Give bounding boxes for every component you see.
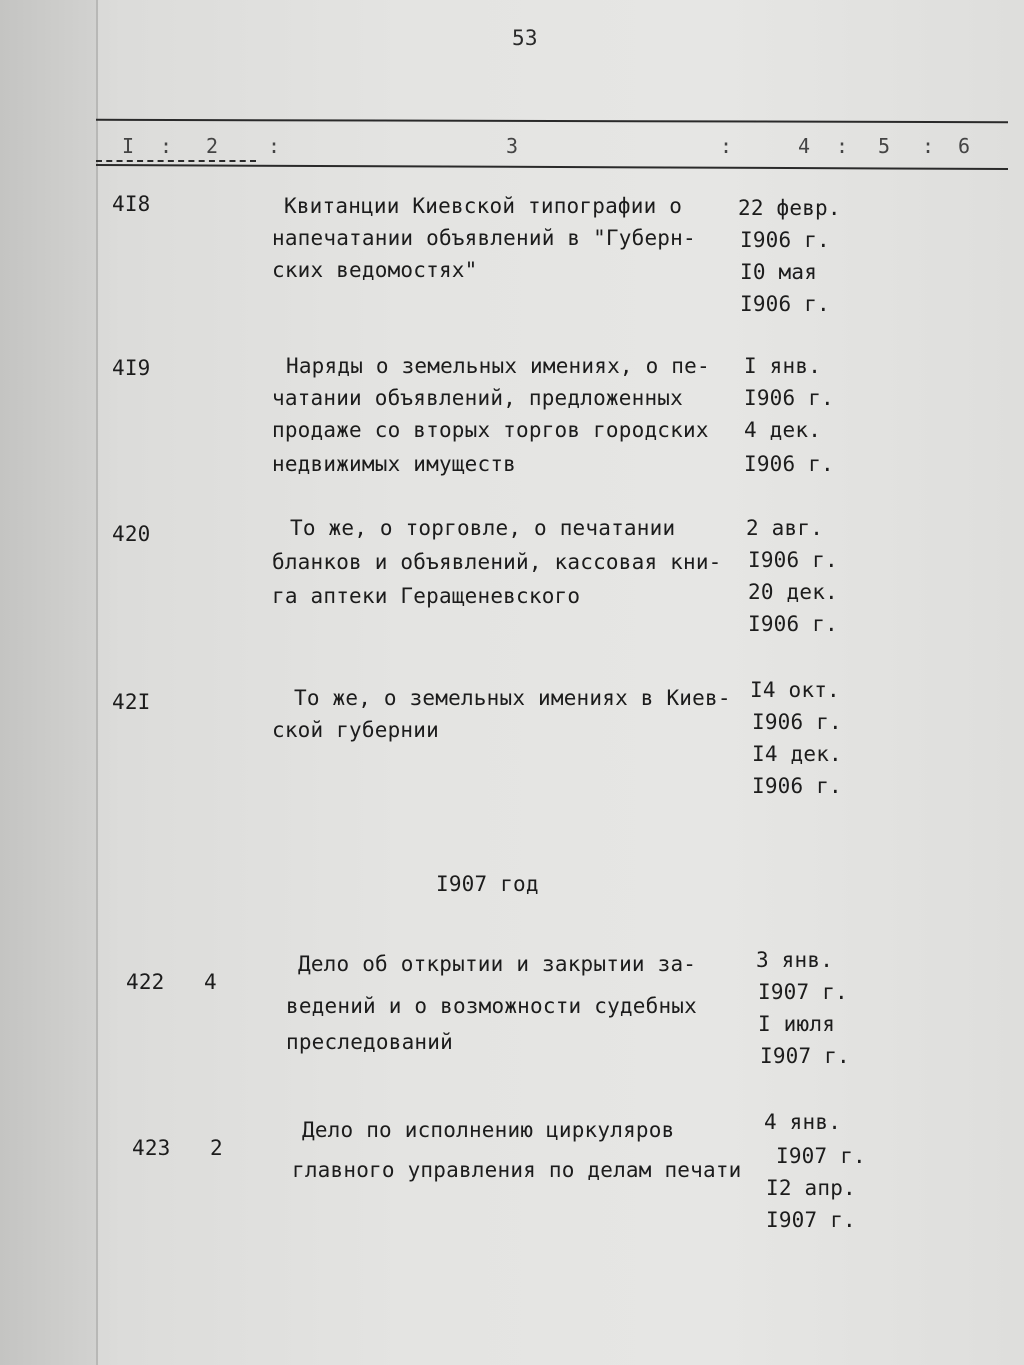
entry-description-line: бланков и объявлений, кассовая кни- [272, 550, 722, 574]
entry-date: I906 г. [748, 612, 838, 636]
table-header-top-rule [96, 119, 1008, 123]
page-number: 53 [512, 26, 538, 50]
header-separator: : [268, 134, 281, 158]
entry-date: I июля [758, 1012, 836, 1036]
entry-description-line: продаже со вторых торгов городских [272, 418, 709, 442]
entry-date: I907 г. [766, 1208, 856, 1232]
entry-description-line: ведений и о возможности судебных [286, 994, 697, 1018]
header-col-1: I [122, 134, 135, 158]
entry-date: I906 г. [744, 452, 834, 476]
entry-description-line: Наряды о земельных имениях, о пе- [286, 354, 710, 378]
entry-description-line: Квитанции Киевской типографии о [284, 194, 683, 218]
header-col-5: 5 [878, 134, 891, 158]
entry-description-line: Дело об открытии и закрытии за- [298, 952, 697, 976]
entry-description-line: То же, о земельных имениях в Киев- [294, 686, 731, 710]
entry-date: 4 янв. [764, 1110, 842, 1134]
entry-date: I907 г. [758, 980, 848, 1004]
entry-date: I906 г. [748, 548, 838, 572]
entry-number: 423 [132, 1136, 171, 1160]
entry-number: 42I [112, 690, 151, 714]
entry-date: I906 г. [752, 774, 842, 798]
entry-description-line: га аптеки Геращеневского [272, 584, 581, 608]
entry-date: I907 г. [760, 1044, 850, 1068]
entry-date: 2 авг. [746, 516, 824, 540]
year-heading: I907 год [436, 872, 539, 896]
entry-description-line: преследований [286, 1030, 453, 1054]
entry-date: I4 дек. [752, 742, 842, 766]
header-col-6: 6 [958, 134, 971, 158]
entry-date: I2 апр. [766, 1176, 856, 1200]
entry-number: 4I9 [112, 356, 151, 380]
entry-description-line: недвижимых имуществ [272, 452, 517, 476]
entry-date: 20 дек. [748, 580, 838, 604]
entry-date: I906 г. [740, 228, 830, 252]
entry-archive-number: 2 [210, 1136, 223, 1160]
header-separator: : [720, 134, 733, 158]
entry-date: I906 г. [744, 386, 834, 410]
entry-date: 4 дек. [744, 418, 822, 442]
entry-description-line: То же, о торговле, о печатании [290, 516, 676, 540]
entry-date: I906 г. [740, 292, 830, 316]
entry-date: I янв. [744, 354, 822, 378]
entry-date: I907 г. [776, 1144, 866, 1168]
entry-description-line: напечатании объявлений в "Губерн- [272, 226, 696, 250]
entry-date: 22 февр. [738, 196, 841, 220]
entry-description-line: ской губернии [272, 718, 439, 742]
entry-date: I906 г. [752, 710, 842, 734]
entry-description-line: чатании объявлений, предложенных [272, 386, 683, 410]
entry-description-line: Дело по исполнению циркуляров [302, 1118, 675, 1142]
header-separator: : [160, 134, 173, 158]
table-header-bottom-rule [96, 164, 1008, 170]
entry-number: 4I8 [112, 192, 151, 216]
header-dashed-underline [96, 160, 256, 162]
entry-date: 3 янв. [756, 948, 834, 972]
entry-archive-number: 4 [204, 970, 217, 994]
header-separator: : [836, 134, 849, 158]
header-separator: : [922, 134, 935, 158]
header-col-3: 3 [506, 134, 519, 158]
entry-description-line: главного управления по делам печати [292, 1158, 742, 1182]
entry-number: 422 [126, 970, 165, 994]
entry-date: I0 мая [740, 260, 818, 284]
header-col-4: 4 [798, 134, 811, 158]
header-col-2: 2 [206, 134, 219, 158]
entry-date: I4 окт. [750, 678, 840, 702]
previous-page-edge [0, 0, 96, 1365]
entry-description-line: ских ведомостях" [272, 258, 478, 282]
page-binding-edge [96, 0, 98, 1365]
entry-number: 420 [112, 522, 151, 546]
